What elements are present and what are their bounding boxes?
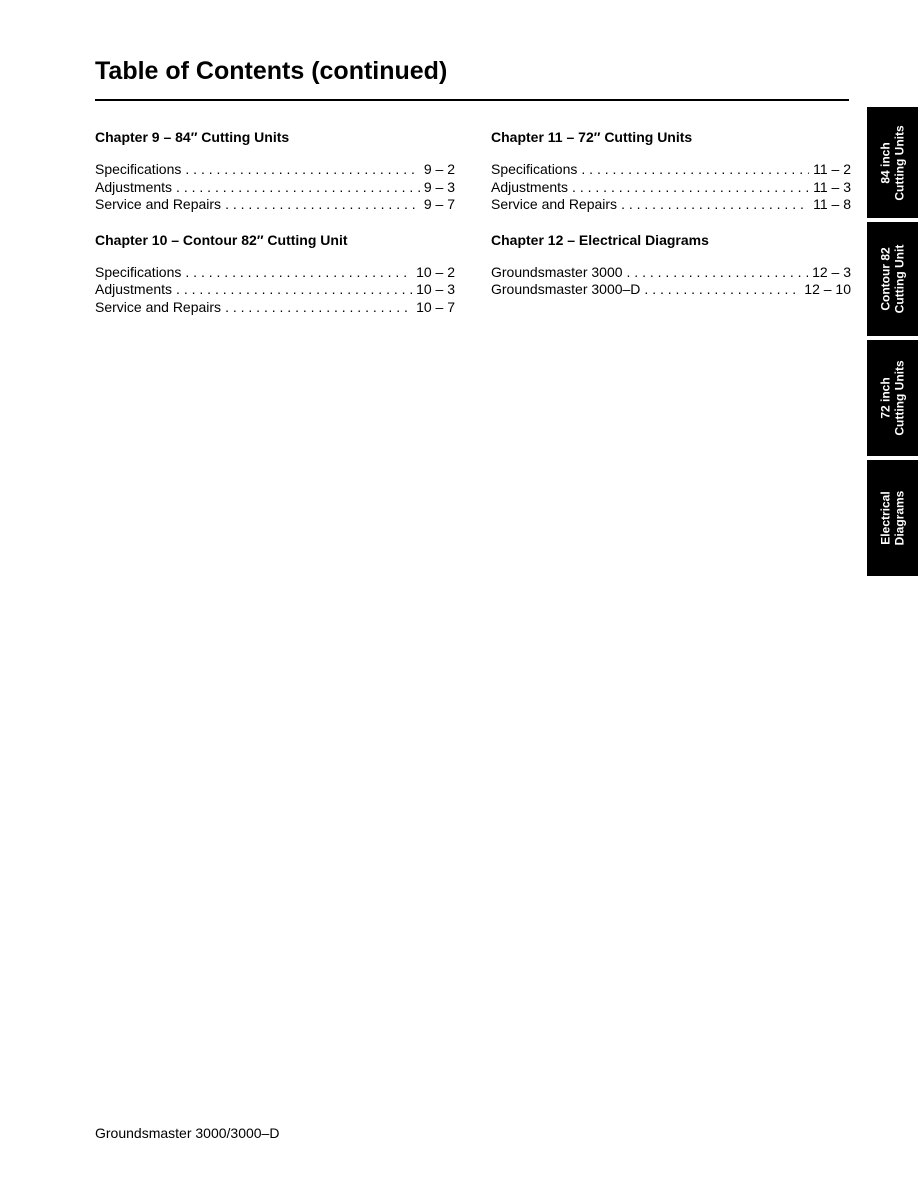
entry-page: 10 – 2 [416, 263, 455, 280]
tab-label: Diagrams [892, 490, 907, 546]
chapter-9 [95, 127, 455, 214]
dot-leader [225, 196, 420, 214]
entry-label: Service and Repairs [95, 298, 222, 315]
title-rule [95, 99, 849, 101]
tab-label: Electrical [878, 491, 893, 545]
entry-page: 11 – 3 [813, 178, 851, 195]
toc-entry[interactable] [491, 264, 851, 282]
tab-label: Cutting Units [892, 360, 907, 436]
dot-leader [225, 299, 412, 317]
entry-page: 10 – 7 [416, 298, 455, 315]
entry-label: Adjustments [95, 178, 173, 195]
dot-leader [185, 264, 412, 282]
chapter-10 [95, 230, 455, 317]
toc-entry[interactable] [491, 196, 851, 214]
dot-leader [621, 196, 809, 214]
section-tabs [867, 107, 918, 580]
tab-label: 84 inch [878, 141, 893, 184]
entry-page: 10 – 3 [416, 281, 455, 297]
entry-label: Service and Repairs [491, 196, 618, 212]
entry-label: Service and Repairs [95, 196, 222, 212]
entry-label: Adjustments [95, 281, 173, 297]
entry-label: Specifications [491, 161, 578, 177]
toc-entry[interactable] [95, 161, 455, 179]
dot-leader [572, 179, 809, 197]
tab-label: Cutting Units [892, 124, 907, 201]
dot-leader [176, 179, 420, 197]
chapter-12 [491, 230, 851, 299]
entry-page: 9 – 3 [423, 178, 455, 195]
entry-page: 11 – 8 [813, 196, 851, 212]
dot-leader [185, 161, 419, 179]
toc-entry[interactable] [95, 196, 455, 214]
dot-leader [644, 281, 800, 299]
entry-label: Groundsmaster 3000 [491, 263, 623, 280]
toc-entry[interactable] [95, 264, 455, 282]
entry-label: Adjustments [491, 178, 569, 195]
entry-page: 11 – 2 [813, 161, 851, 177]
toc-entry[interactable] [491, 179, 851, 197]
toc-entry[interactable] [95, 299, 455, 317]
dot-leader [627, 264, 809, 282]
dot-leader [581, 161, 809, 179]
entry-label: Specifications [95, 263, 182, 280]
entry-page: 12 – 10 [804, 281, 851, 297]
page-footer: Groundsmaster 3000/3000–D [95, 1125, 280, 1141]
tab-contour-82-cutting-unit[interactable] [867, 222, 918, 336]
tab-label: Cutting Unit [892, 244, 907, 314]
entry-label: Specifications [95, 161, 182, 177]
toc-entry[interactable] [95, 179, 455, 197]
chapter-heading: Chapter 9 – 84″ Cutting Units [95, 129, 290, 145]
chapter-heading: Chapter 12 – Electrical Diagrams [491, 231, 709, 248]
tab-84-inch-cutting-units[interactable] [867, 107, 918, 218]
tab-label: Contour 82 [878, 247, 893, 311]
toc-right-column [491, 127, 851, 315]
toc-entry[interactable] [95, 281, 455, 299]
tab-label: 72 inch [878, 377, 893, 419]
chapter-heading: Chapter 11 – 72″ Cutting Units [491, 129, 693, 145]
chapter-11 [491, 127, 851, 214]
entry-page: 9 – 2 [423, 161, 455, 177]
entry-page: 12 – 3 [812, 263, 851, 280]
entry-page: 9 – 7 [423, 196, 455, 212]
toc-entry[interactable] [491, 161, 851, 179]
entry-label: Groundsmaster 3000–D [491, 281, 641, 297]
tab-72-inch-cutting-units[interactable] [867, 340, 918, 456]
toc-left-column [95, 127, 455, 332]
page-title: Table of Contents (continued) [95, 57, 448, 85]
chapter-heading: Chapter 10 – Contour 82″ Cutting Unit [95, 231, 348, 248]
tab-electrical-diagrams[interactable] [867, 460, 918, 576]
dot-leader [176, 281, 412, 299]
toc-entry[interactable] [491, 281, 851, 299]
